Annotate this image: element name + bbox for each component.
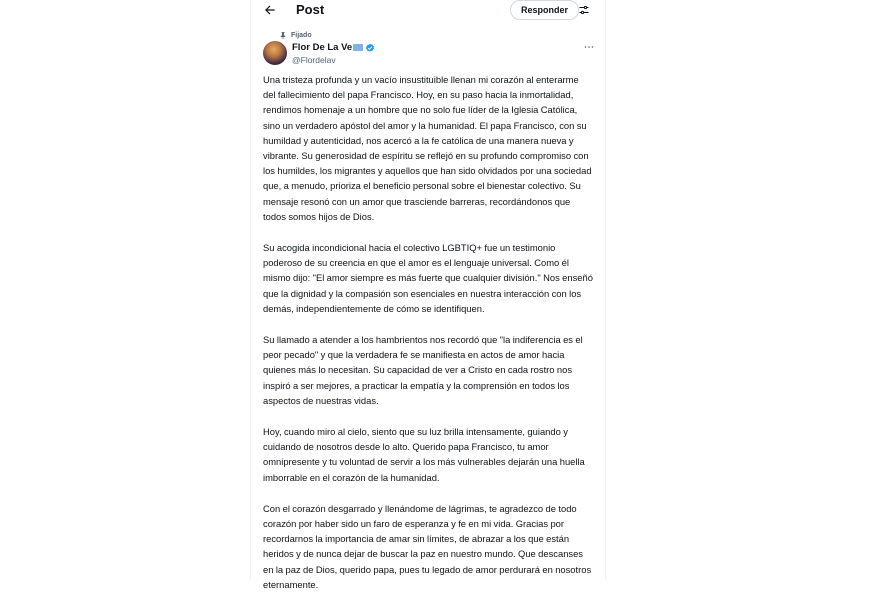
author-name-row[interactable] [292,42,375,53]
author-handle[interactable]: @Flordelav [292,55,336,65]
arrow-left-icon[interactable] [263,3,277,17]
sliders-icon[interactable] [578,4,590,16]
pin-icon [279,31,287,40]
pinned-indicator [279,30,312,40]
post-paragraph: Hoy, cuando miro al cielo, siento que su luz brilla intensamente, guiando y cuidando de nosotros desde lo alto. Querido papa Francisco, tu amor omnipresente y tu voluntad de servir a los más vulnerables dejarán una huella imborrable en el corazón de la humanidad. [263,426,585,483]
top-bar [251,0,605,22]
author-display-name[interactable]: Flor De La Ve [292,42,353,53]
reply-button[interactable]: Responder [510,0,579,20]
pinned-label: Fijado [291,31,312,39]
post-paragraph: Una tristeza profunda y un vacío insustituible llenan mi corazón al enterarme del fallecimiento del papa Francisco. Hoy, en su paso hacia la inmortalidad, rendimos homenaje a un hombre que no solo fue líder de la Iglesia Católica, sino un verdadero apóstol del amor y la humanidad. El papa Francisco, con su humildad y autenticidad, nos acercó a la fe católica de una manera nueva y vibrante. Su generosidad de espíritu se reflejó en su profundo compromiso con los humildes, los migrantes y aquellos que han sido olvidados por una sociedad que, a menudo, prioriza el beneficio personal sobre el bienestar colectivo. Su mensaje resonó con un amor que trasciende barreras, recordándonos que todos somos hijos de Dios. [263,74,592,222]
more-dots-icon[interactable] [584,44,594,50]
post-text [263,72,593,608]
page-title: Post [296,2,325,17]
avatar[interactable] [263,41,287,65]
post-paragraph: Su llamado a atender a los hambrientos nos recordó que "la indiferencia es el peor pecado" y que la verdadera fe se manifiesta en actos de amor hacia quienes más lo necesitan. Su capacidad de ver a Cristo en cada rostro nos inspiró a ser mejores, a practicar la empatía y la comprensión en todos los aspectos de nuestras vidas. [263,334,583,406]
verified-badge-icon [365,43,375,53]
post-paragraph: Su acogida incondicional hacia el colectivo LGBTIQ+ fue un testimonio poderoso de su creencia en que el amor es el lenguaje universal. Como él mismo dijo: "El amor siempre es más fuerte que cualquier división." Nos enseñó que la dignidad y la compasión son esenciales en nuestra interacción con los demás, independientemente de cómo se identifiquen. [263,242,593,314]
post-paragraph: Con el corazón desgarrado y llenándome de lágrimas, te agradezco de todo corazón por haber sido un faro de esperanza y fe en mi vida. Gracias por recordarnos la importancia de amar sin límites, de abrazar a los que están heridos y de nunca dejar de buscar la paz en nuestro mundo. Que descanses en la paz de Dios, querido papa, pues tu legado de amor perdurará en nosotros eternamente. [263,502,592,590]
post-column [250,0,606,590]
flag-emoji-icon [353,44,363,51]
